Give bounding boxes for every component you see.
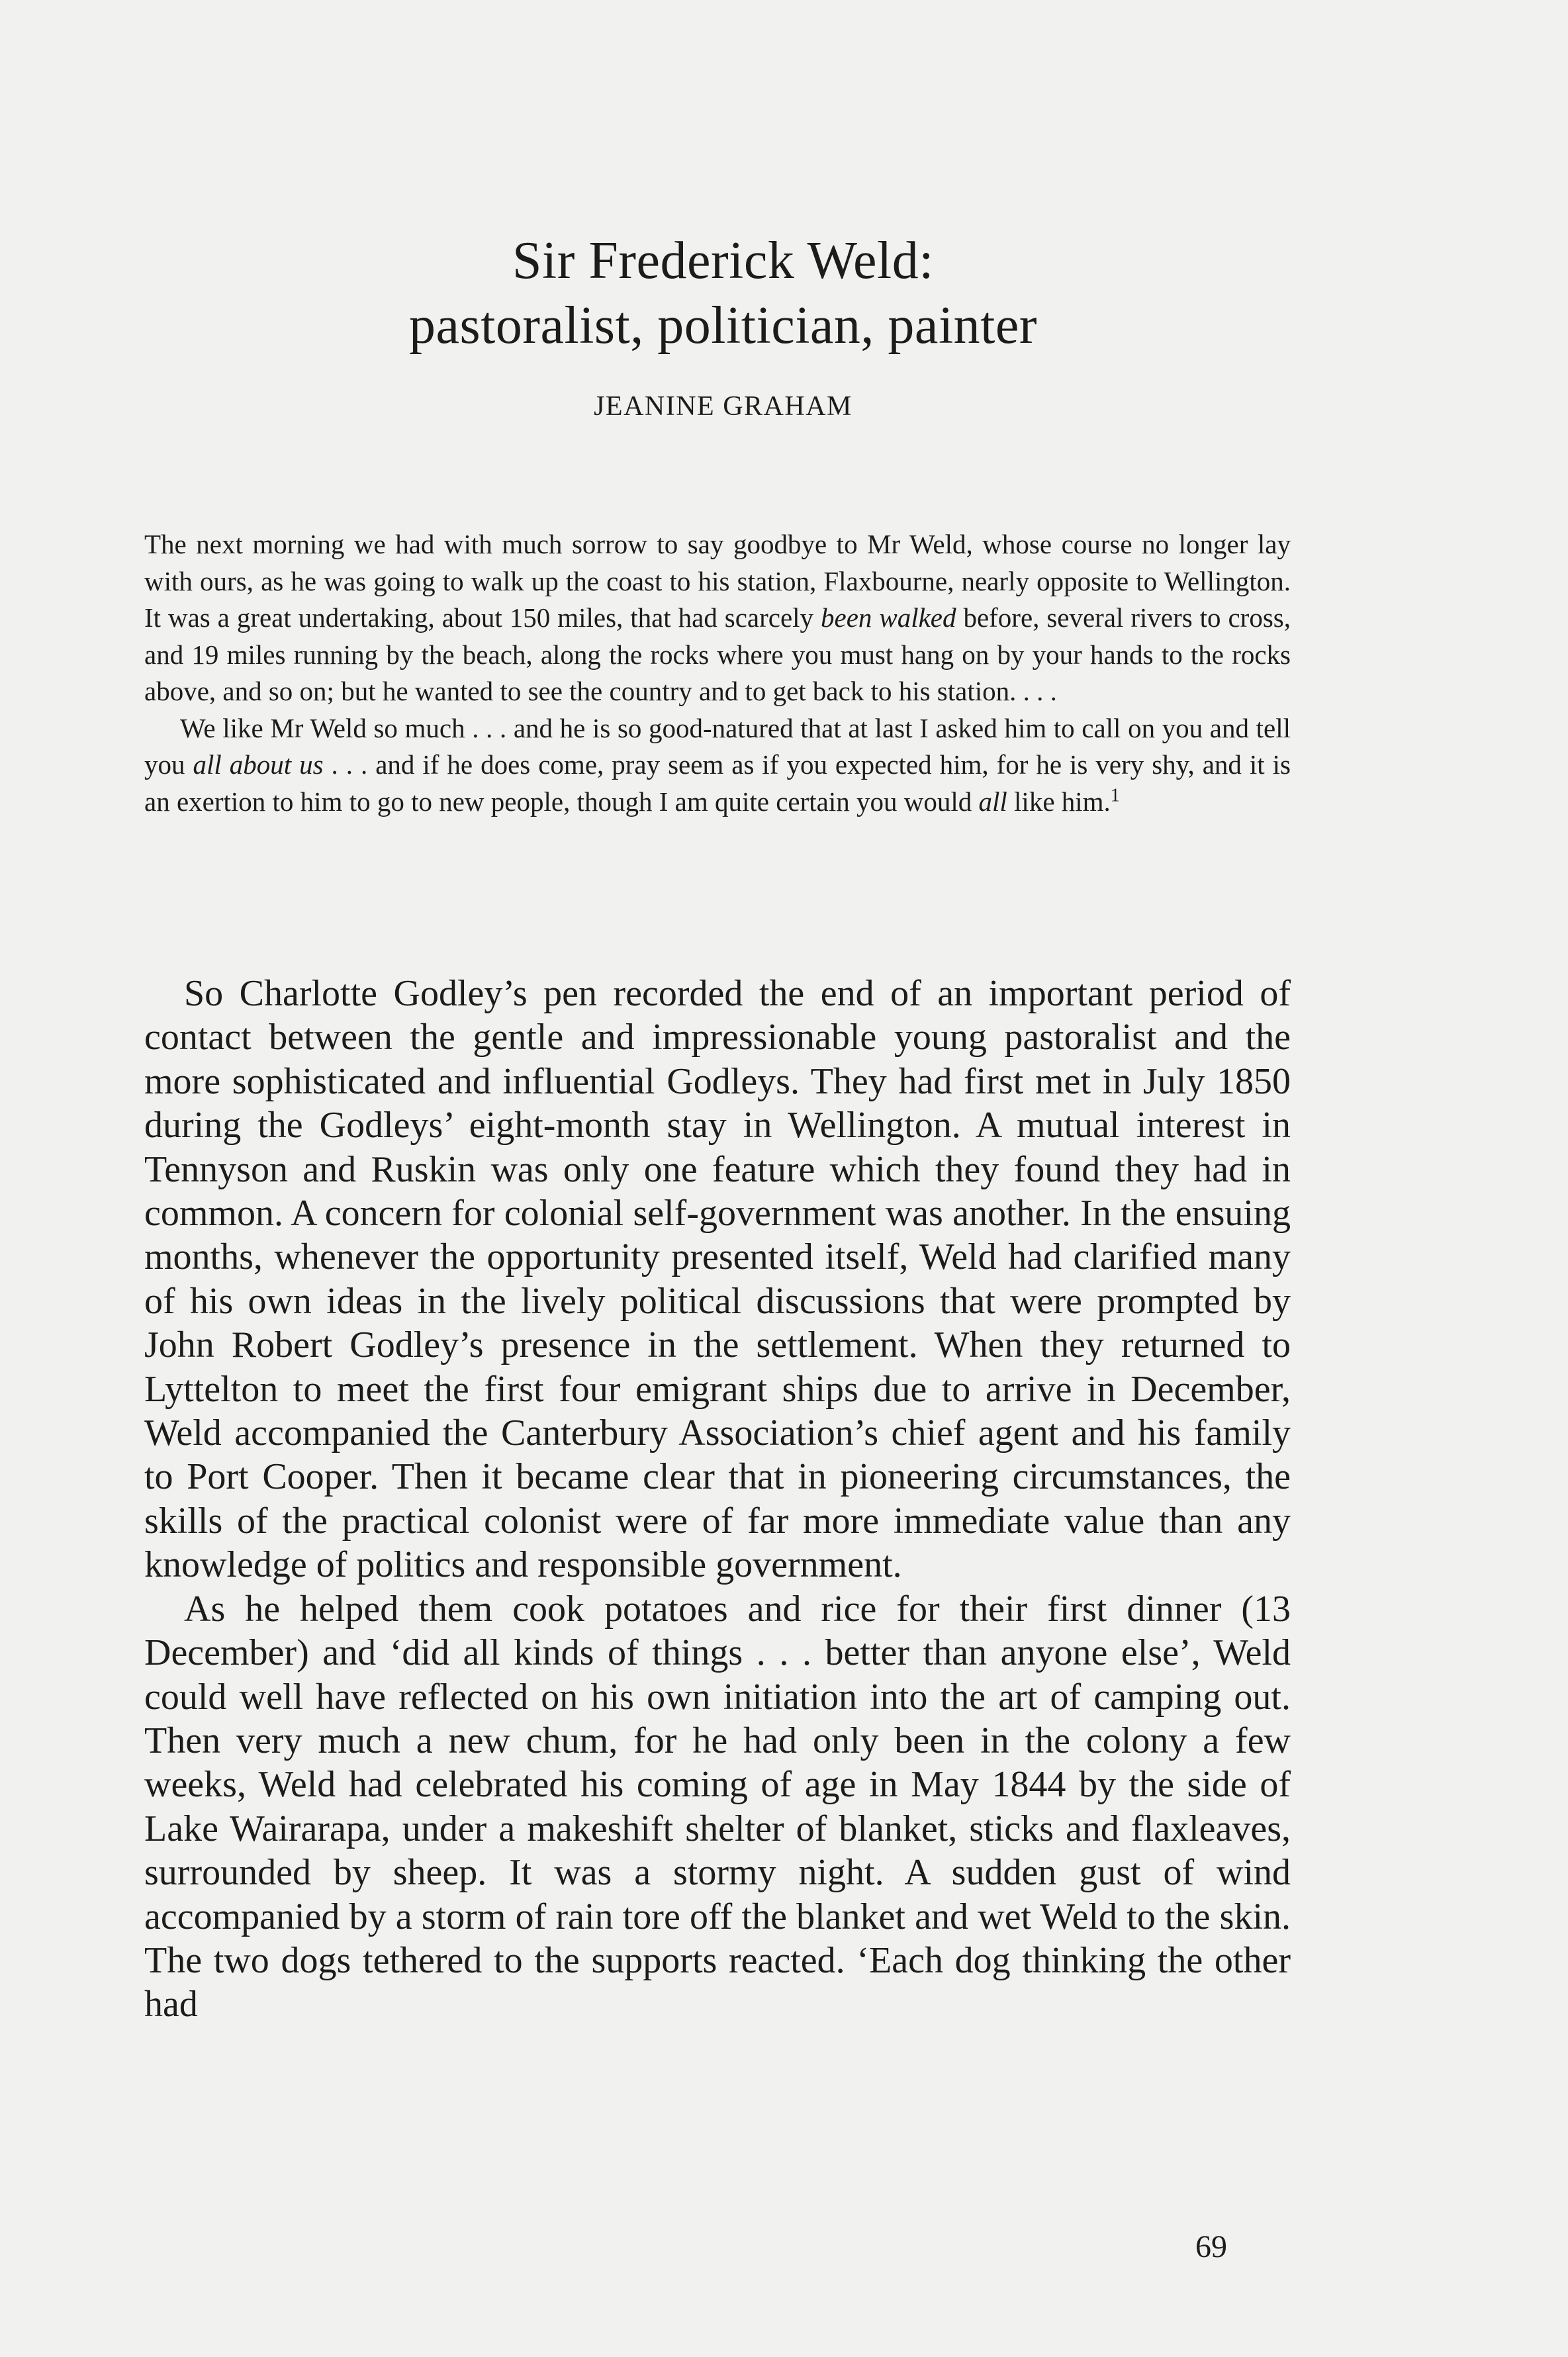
epigraph-paragraph-2: We like Mr Weld so much . . . and he is so good-natured that at last I asked him to call on you and tell you all about us . . . and if he does come, pray seem as if you expected him, for he is very shy, and it is an exertion to him to go to new people, though I am quite certain you would all like him.$^1$ [144,712,1291,817]
title-line-1: Sir Frederick Weld: [512,232,934,290]
article-title [0,228,1446,358]
epigraph-quote [144,526,1291,820]
title-line-2: pastoralist, politician, painter [408,297,1038,355]
emphasis: all about us [193,749,324,780]
article-body [144,972,1291,2027]
page-number: 69 [1195,2229,1227,2264]
emphasis: all [978,786,1007,817]
body-paragraph-2: As he helped them cook potatoes and rice for their first dinner (13 December) and ‘did all kinds of things . . . better than anyone else’, Weld could well have reflected on his own initiation into the art of camping out. Then very much a new chum, for he had only been in the colony a few weeks, Weld had celebrated his coming of age in May 1844 by the side of Lake Wairarapa, under a makeshift shelter of blanket, sticks and flaxleaves, surrounded by sheep. It was a stormy night. A sudden gust of wind accompanied by a storm of rain tore off the blanket and wet Weld to the skin. The two dogs tethered to the supports reacted. ‘Each dog thinking the other had [144,1588,1291,2025]
footnote-marker: 1 [1110,784,1120,806]
author-name: JEANINE GRAHAM [594,391,853,422]
emphasis: been walked [821,602,956,633]
body-paragraph-1: So Charlotte Godley’s pen recorded the end of an important period of contact between the gentle and impressionable young pastoralist and the more sophisticated and influential Godleys. They had first met in July 1850 during the Godleys’ eight-month stay in Wellington. A mutual interest in Tennyson and Ruskin was only one feature which they found they had in common. A concern for colonial self-government was another. In the ensuing months, whenever the opportunity presented itself, Weld had clarified many of his own ideas in the lively political discussions that were prompted by John Robert Godley’s presence in the settlement. When they returned to Lyttelton to meet the first four emigrant ships due to arrive in December, Weld accompanied the Canterbury Association’s chief agent and his family to Port Cooper. Then it became clear that in pioneering circumstances, the skills of the practical colonist were of far more immediate value than any knowledge of politics and responsible government. [144,973,1291,1586]
epigraph-paragraph-1: The next morning we had with much sorrow to say goodbye to Mr Weld, whose course no longer lay with ours, as he was going to walk up the coast to his station, Flaxbourne, nearly opposite to Wellington. It was a great undertaking, about 150 miles, that had scarcely been walked before, several rivers to cross, and 19 miles running by the beach, along the rocks where you must hang on by your hands to the rocks above, and so on; but he wanted to see the country and to get back to his station. . . . [144,529,1291,706]
